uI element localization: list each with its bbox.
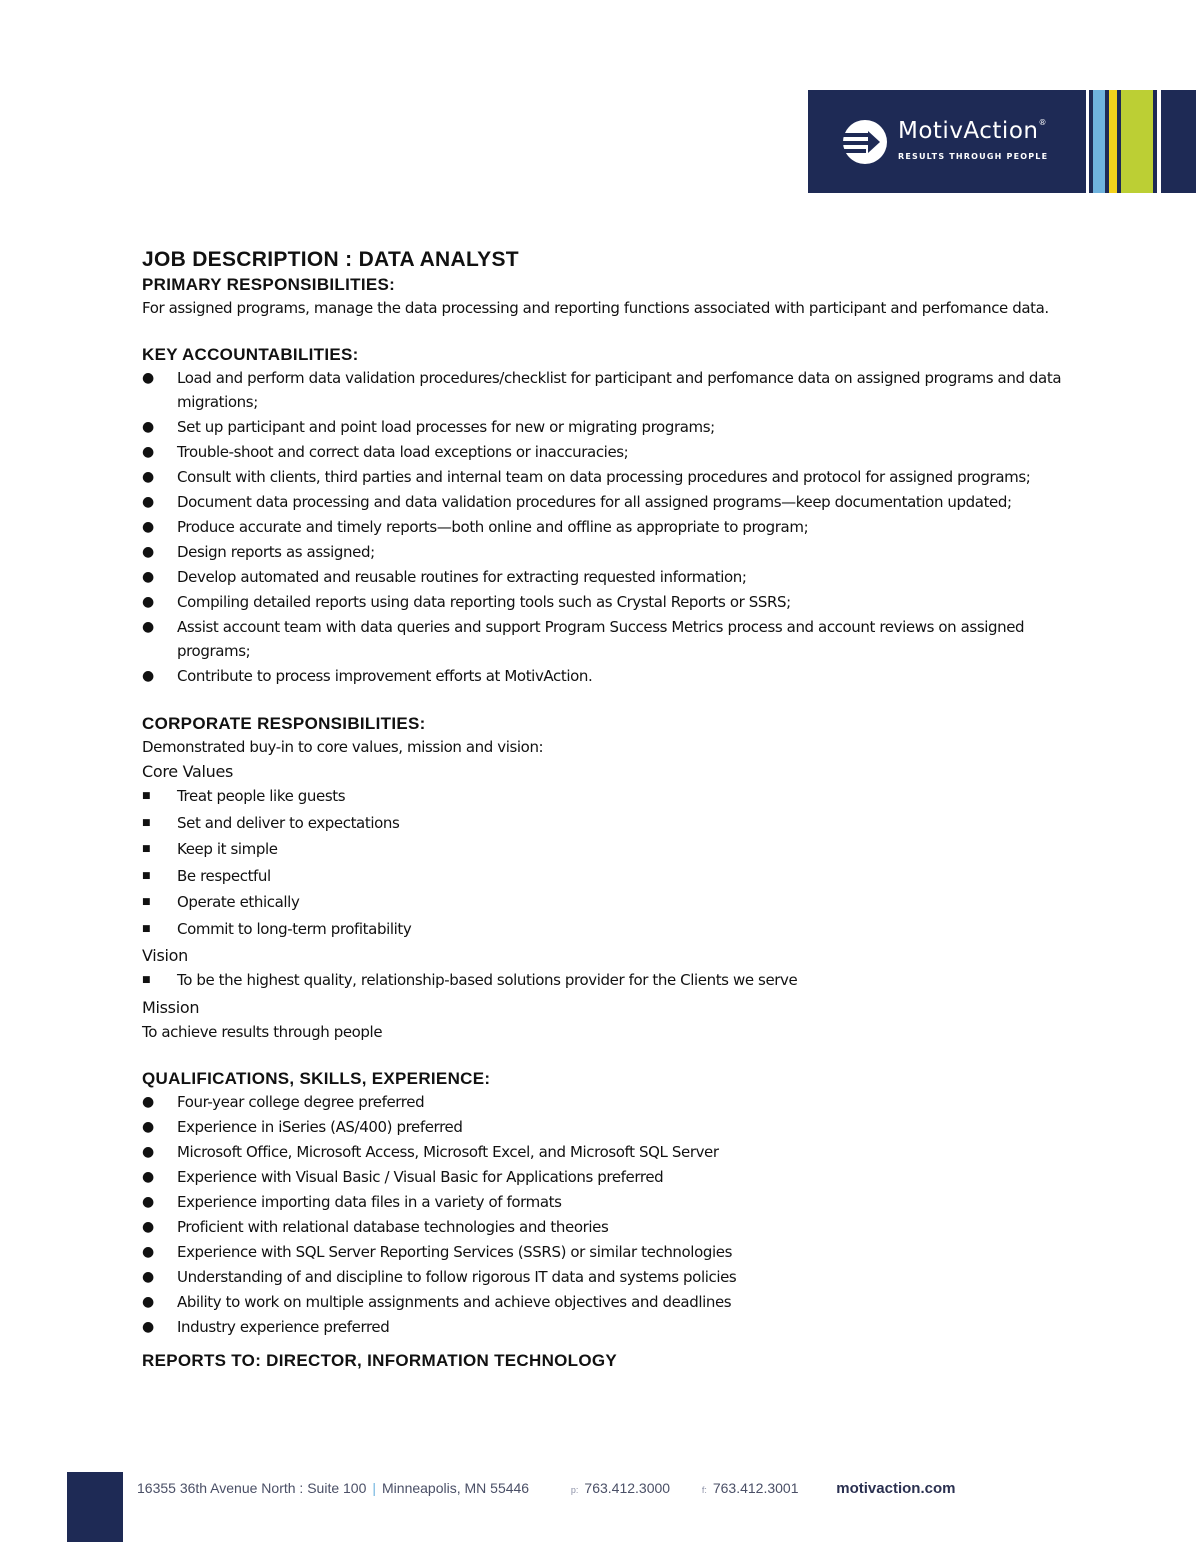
list-item: ● Produce accurate and timely reports—both online and offline as appropriate to program; <box>142 518 809 536</box>
footer-contact <box>137 1480 955 1497</box>
key-accountabilities-list <box>142 366 1062 688</box>
list-item: ● Set up participant and point load processes for new or migrating programs; <box>142 418 715 436</box>
mission-text: To achieve results through people <box>142 1022 383 1041</box>
list-item: ■ Operate ethically <box>142 893 300 911</box>
list-item: ● Microsoft Office, Microsoft Access, Microsoft Excel, and Microsoft SQL Server <box>142 1142 719 1161</box>
list-item: ● Load and perform data validation procedures/checklist for participant and perfomance data on assigned programs and data migrations; <box>142 369 1062 411</box>
vision-list <box>142 968 1062 992</box>
motivaction-logo-icon <box>838 117 888 167</box>
fax-label: f: <box>701 1485 707 1495</box>
corporate-responsibilities-heading: CORPORATE RESPONSIBILITIES: <box>142 714 426 733</box>
qualifications-list <box>142 1090 1062 1339</box>
logo-stripe <box>1093 90 1105 193</box>
footer-address: 16355 36th Avenue North : Suite 100 <box>137 1480 367 1496</box>
list-item: ● Design reports as assigned; <box>142 543 375 561</box>
logo-stripe <box>1161 90 1196 193</box>
list-item: ● Compiling detailed reports using data reporting tools such as Crystal Reports or SSRS; <box>142 593 791 611</box>
logo-stripe <box>1121 90 1153 193</box>
corporate-intro: Demonstrated buy-in to core values, mission and vision: <box>142 738 544 756</box>
list-item: ■ To be the highest quality, relationship-based solutions provider for the Clients we serve <box>142 971 798 989</box>
footer-website-link[interactable]: motivaction.com <box>836 1480 956 1497</box>
company-logo <box>808 90 1086 193</box>
list-item: ● Experience with SQL Server Reporting Services (SSRS) or similar technologies <box>142 1242 732 1261</box>
footer-accent-block <box>67 1472 123 1542</box>
reports-to-heading: REPORTS TO: DIRECTOR, INFORMATION TECHNOLOGY <box>142 1350 618 1370</box>
logo-stripe <box>1109 90 1117 193</box>
mission-label: Mission <box>142 997 200 1017</box>
page-title: JOB DESCRIPTION : DATA ANALYST <box>142 248 519 271</box>
phone-label: p: <box>570 1485 579 1495</box>
core-values-label: Core Values <box>142 762 234 781</box>
list-item: ■ Commit to long-term profitability <box>142 919 412 938</box>
vision-label: Vision <box>142 946 188 965</box>
primary-responsibilities-text: For assigned programs, manage the data processing and reporting functions associated with participant and perfomance data. <box>142 299 1049 317</box>
list-item: ● Document data processing and data validation procedures for all assigned programs—keep documentation updated; <box>142 493 1012 511</box>
list-item: ■ Treat people like guests <box>142 787 346 805</box>
list-item: ● Consult with clients, third parties and internal team on data processing procedures and protocol for assigned programs; <box>142 468 1031 486</box>
qualifications-heading: QUALIFICATIONS, SKILLS, EXPERIENCE: <box>142 1068 491 1088</box>
footer-separator: | <box>372 1480 377 1496</box>
list-item: ● Experience in iSeries (AS/400) preferred <box>142 1117 463 1136</box>
footer-phone: 763.412.3000 <box>584 1480 671 1496</box>
logo-tagline: RESULTS THROUGH PEOPLE <box>898 152 1049 161</box>
key-accountabilities-heading: KEY ACCOUNTABILITIES: <box>142 345 359 364</box>
footer-city: Minneapolis, MN 55446 <box>382 1480 530 1496</box>
list-item: ● Ability to work on multiple assignments and achieve objectives and deadlines <box>142 1292 732 1311</box>
core-values-list <box>142 784 1062 941</box>
list-item: ● Four-year college degree preferred <box>142 1092 425 1111</box>
footer-fax: 763.412.3001 <box>712 1480 799 1496</box>
list-item: ● Assist account team with data queries and support Program Success Metrics process and account reviews on assigned programs; <box>142 618 1025 660</box>
list-item: ● Experience importing data files in a variety of formats <box>142 1192 562 1211</box>
list-item: ■ Keep it simple <box>142 840 278 858</box>
list-item: ● Proficient with relational database technologies and theories <box>142 1217 609 1236</box>
list-item: ■ Set and deliver to expectations <box>142 813 400 832</box>
job-description <box>142 246 1062 1372</box>
list-item: ● Develop automated and reusable routines for extracting requested information; <box>142 568 747 586</box>
list-item: ● Trouble-shoot and correct data load exceptions or inaccuracies; <box>142 443 629 461</box>
list-item: ● Industry experience preferred <box>142 1317 390 1336</box>
list-item: ● Experience with Visual Basic / Visual Basic for Applications preferred <box>142 1167 664 1186</box>
list-item: ● Contribute to process improvement efforts at MotivAction. <box>142 667 593 685</box>
logo-wordmark: MotivAction® <box>898 118 1047 144</box>
primary-responsibilities-heading: PRIMARY RESPONSIBILITIES: <box>142 275 396 294</box>
list-item: ● Understanding of and discipline to follow rigorous IT data and systems policies <box>142 1267 737 1286</box>
list-item: ■ Be respectful <box>142 866 271 885</box>
